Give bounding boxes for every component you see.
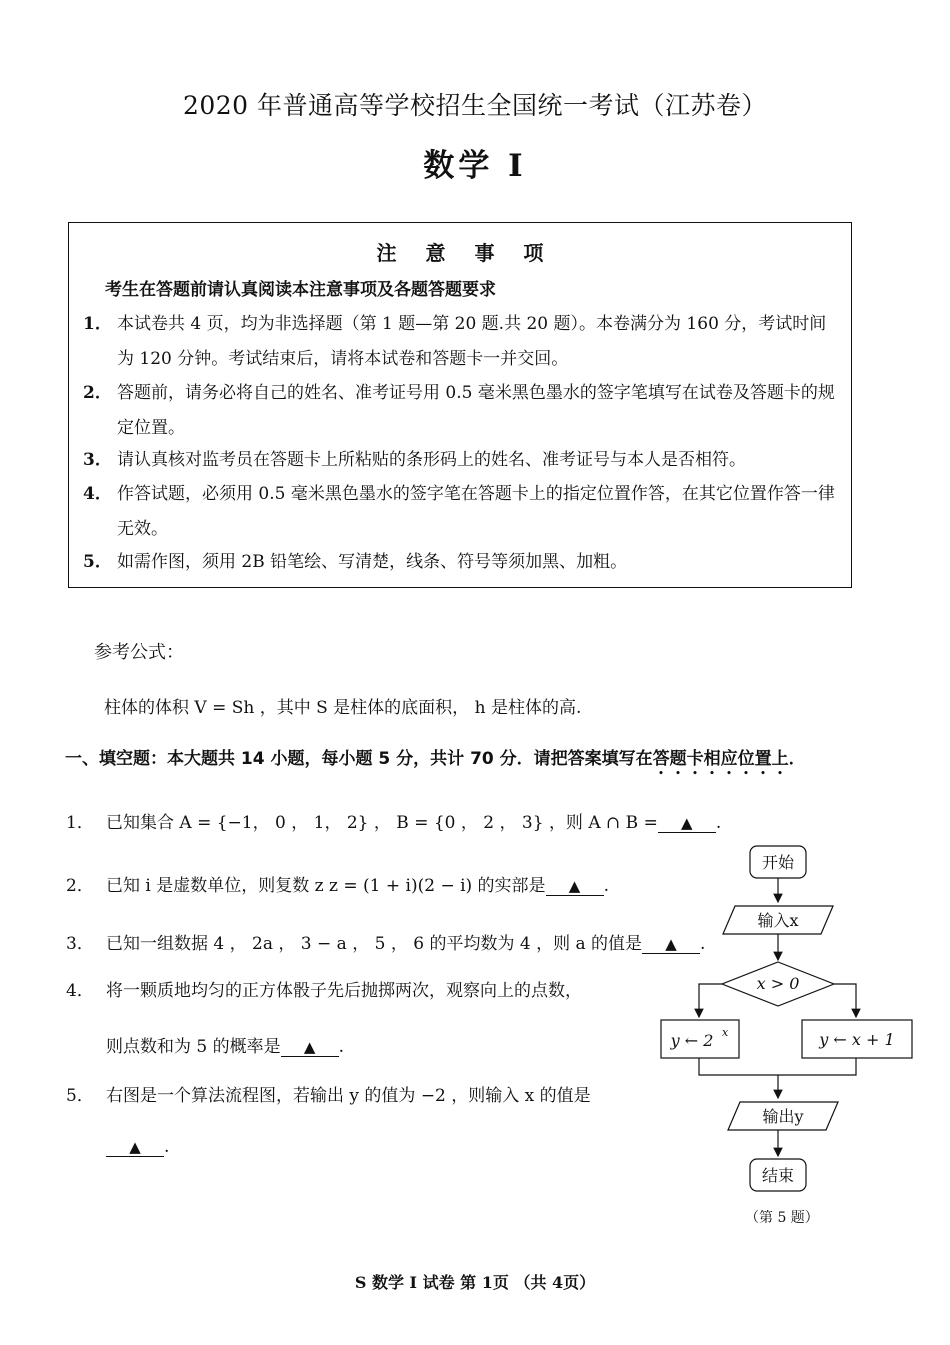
section-suffix: ．: [788, 749, 806, 769]
question-number: 2．: [66, 876, 94, 896]
flow-input-label: 输入x: [757, 911, 799, 930]
notice-item-text: 本试卷共 4 页，均为非选择题（第 1 题—第 20 题.共 20 题）。本卷满分为 160 分，考试时间为 120 分钟。考试结束后，请将本试卷和答题卡一并交回。: [117, 314, 827, 369]
notice-item-number: 3．: [83, 450, 112, 470]
subject-title: 数学 I: [423, 148, 527, 184]
notice-item-number: 1．: [83, 314, 112, 334]
figure-caption: （第 5 题）: [745, 1210, 819, 1226]
exam-title: 2020 年普通高等学校招生全国统一考试（江苏卷）: [182, 91, 768, 120]
question-end: .: [700, 934, 706, 954]
flow-right-label: y ← x + 1: [819, 1030, 895, 1049]
flow-left-exponent: x: [722, 1026, 729, 1039]
notice-item-text: 如需作图，须用 2B 铅笔绘、写清楚，线条、符号等须加黑、加粗。: [117, 552, 628, 572]
page-footer: S 数学 I 试卷 第 1页 （共 4页）: [354, 1273, 596, 1292]
flow-start-label: 开始: [761, 853, 795, 872]
question-end: .: [338, 1037, 345, 1057]
notice-title: 注 意 事 项: [376, 241, 544, 265]
notice-item-number: 2．: [83, 383, 112, 403]
answer-blank[interactable]: ▲: [546, 877, 604, 896]
flow-end-label: 结束: [761, 1166, 795, 1185]
question-text: 已知一组数据 4 ， 2a ， 3 − a ， 5 ， 6 的平均数为 4 ，则 a 的值是: [106, 934, 643, 954]
question-end: .: [603, 876, 609, 896]
question-number: 3．: [66, 934, 94, 954]
notice-item-number: 4．: [83, 484, 112, 504]
question-number: 5．: [66, 1086, 94, 1106]
notice-item-text: 请认真核对监考员在答题卡上所粘贴的条形码上的姓名、准考证号与本人是否相符。: [117, 450, 746, 470]
flow-output-label: 输出y: [762, 1107, 804, 1126]
notice-subtitle: 考生在答题前请认真阅读本注意事项及各题答题要求: [105, 280, 496, 300]
section-prefix: 一、填空题：本大题共 14 小题，每小题 5 分，共计 70 分．请把答案填写在: [65, 749, 653, 769]
flow-condition-label: x > 0: [756, 974, 800, 993]
section-emphasis: 答题卡相应位置上: [652, 749, 789, 769]
question-text: 已知 i 是虚数单位，则复数 z z = (1 + i)(2 − i) 的实部是: [106, 876, 546, 896]
answer-blank[interactable]: ▲: [642, 935, 700, 954]
question-text: 将一颗质地均匀的正方体骰子先后抛掷两次，观察向上的点数，: [106, 981, 582, 1001]
question-text: 右图是一个算法流程图，若输出 y 的值为 −2 ，则输入 x 的值是: [106, 1086, 591, 1106]
reference-title: 参考公式：: [94, 642, 184, 663]
question-number: 1．: [66, 813, 94, 833]
question-number: 4．: [66, 981, 94, 1001]
answer-blank[interactable]: ▲: [281, 1038, 339, 1057]
reference-formula: 柱体的体积 V = Sh ，其中 S 是柱体的底面积， h 是柱体的高.: [104, 698, 582, 718]
question-text: 已知集合 A = {−1， 0 ， 1， 2} ， B = {0 ， 2 ， 3} ，则 A ∩ B =: [106, 813, 658, 833]
answer-blank[interactable]: ▲: [658, 814, 716, 833]
notice-item-text: 答题前，请务必将自己的姓名、准考证号用 0.5 毫米黑色墨水的签字笔填写在试卷及答题卡的规定位置。: [117, 383, 835, 438]
notice-item-text: 作答试题，必须用 0.5 毫米黑色墨水的签字笔在答题卡上的指定位置作答，在其它位置作答一律无效。: [117, 484, 835, 539]
question-end: .: [715, 813, 722, 833]
question-end: .: [164, 1137, 170, 1157]
answer-blank[interactable]: ▲: [106, 1138, 164, 1157]
flow-left-label: y ← 2: [670, 1031, 714, 1050]
question-text: 则点数和为 5 的概率是: [106, 1037, 281, 1057]
notice-item-number: 5．: [83, 552, 112, 572]
